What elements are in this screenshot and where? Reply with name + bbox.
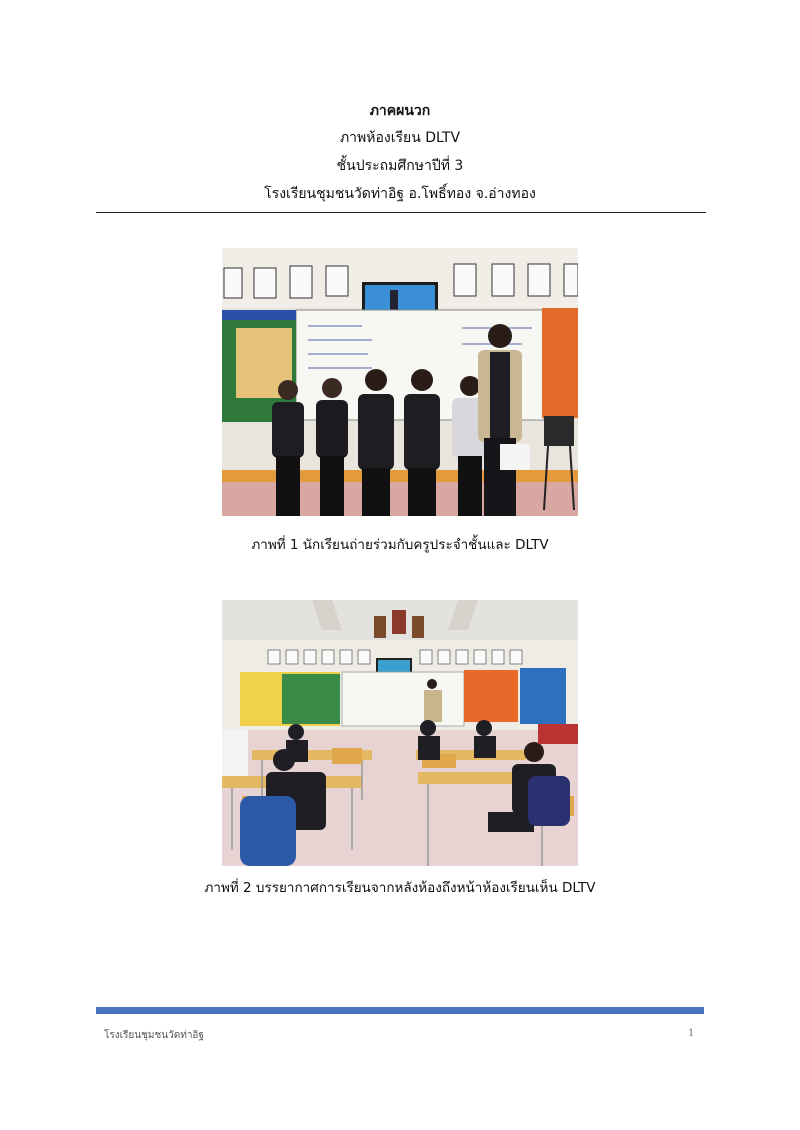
figure-caption-2: ภาพที่ 2 บรรยากาศการเรียนจากหลังห้องถึงหน้าห้องเรียนเห็น DLTV <box>204 880 596 896</box>
footer-bar <box>96 1007 704 1014</box>
page-number: 1 <box>688 1028 695 1039</box>
title-divider <box>96 212 706 213</box>
subtitle-line-1: ภาพห้องเรียน DLTV <box>339 130 461 146</box>
title-block <box>0 98 800 208</box>
subtitle-line-2: ชั้นประถมศึกษาปีที่ 3 <box>336 158 464 174</box>
classroom-photo-1 <box>222 248 578 516</box>
subtitle-line-3: โรงเรียนชุมชนวัดท่าอิฐ อ.โพธิ์ทอง จ.อ่างทอง <box>264 186 536 202</box>
footer-school-name: โรงเรียนชุมชนวัดท่าอิฐ <box>104 1030 204 1041</box>
classroom-photo-2 <box>222 600 578 866</box>
figure-caption-1: ภาพที่ 1 นักเรียนถ่ายร่วมกับครูประจำชั้นและ DLTV <box>251 537 549 553</box>
appendix-heading: ภาคผนวก <box>369 103 431 119</box>
